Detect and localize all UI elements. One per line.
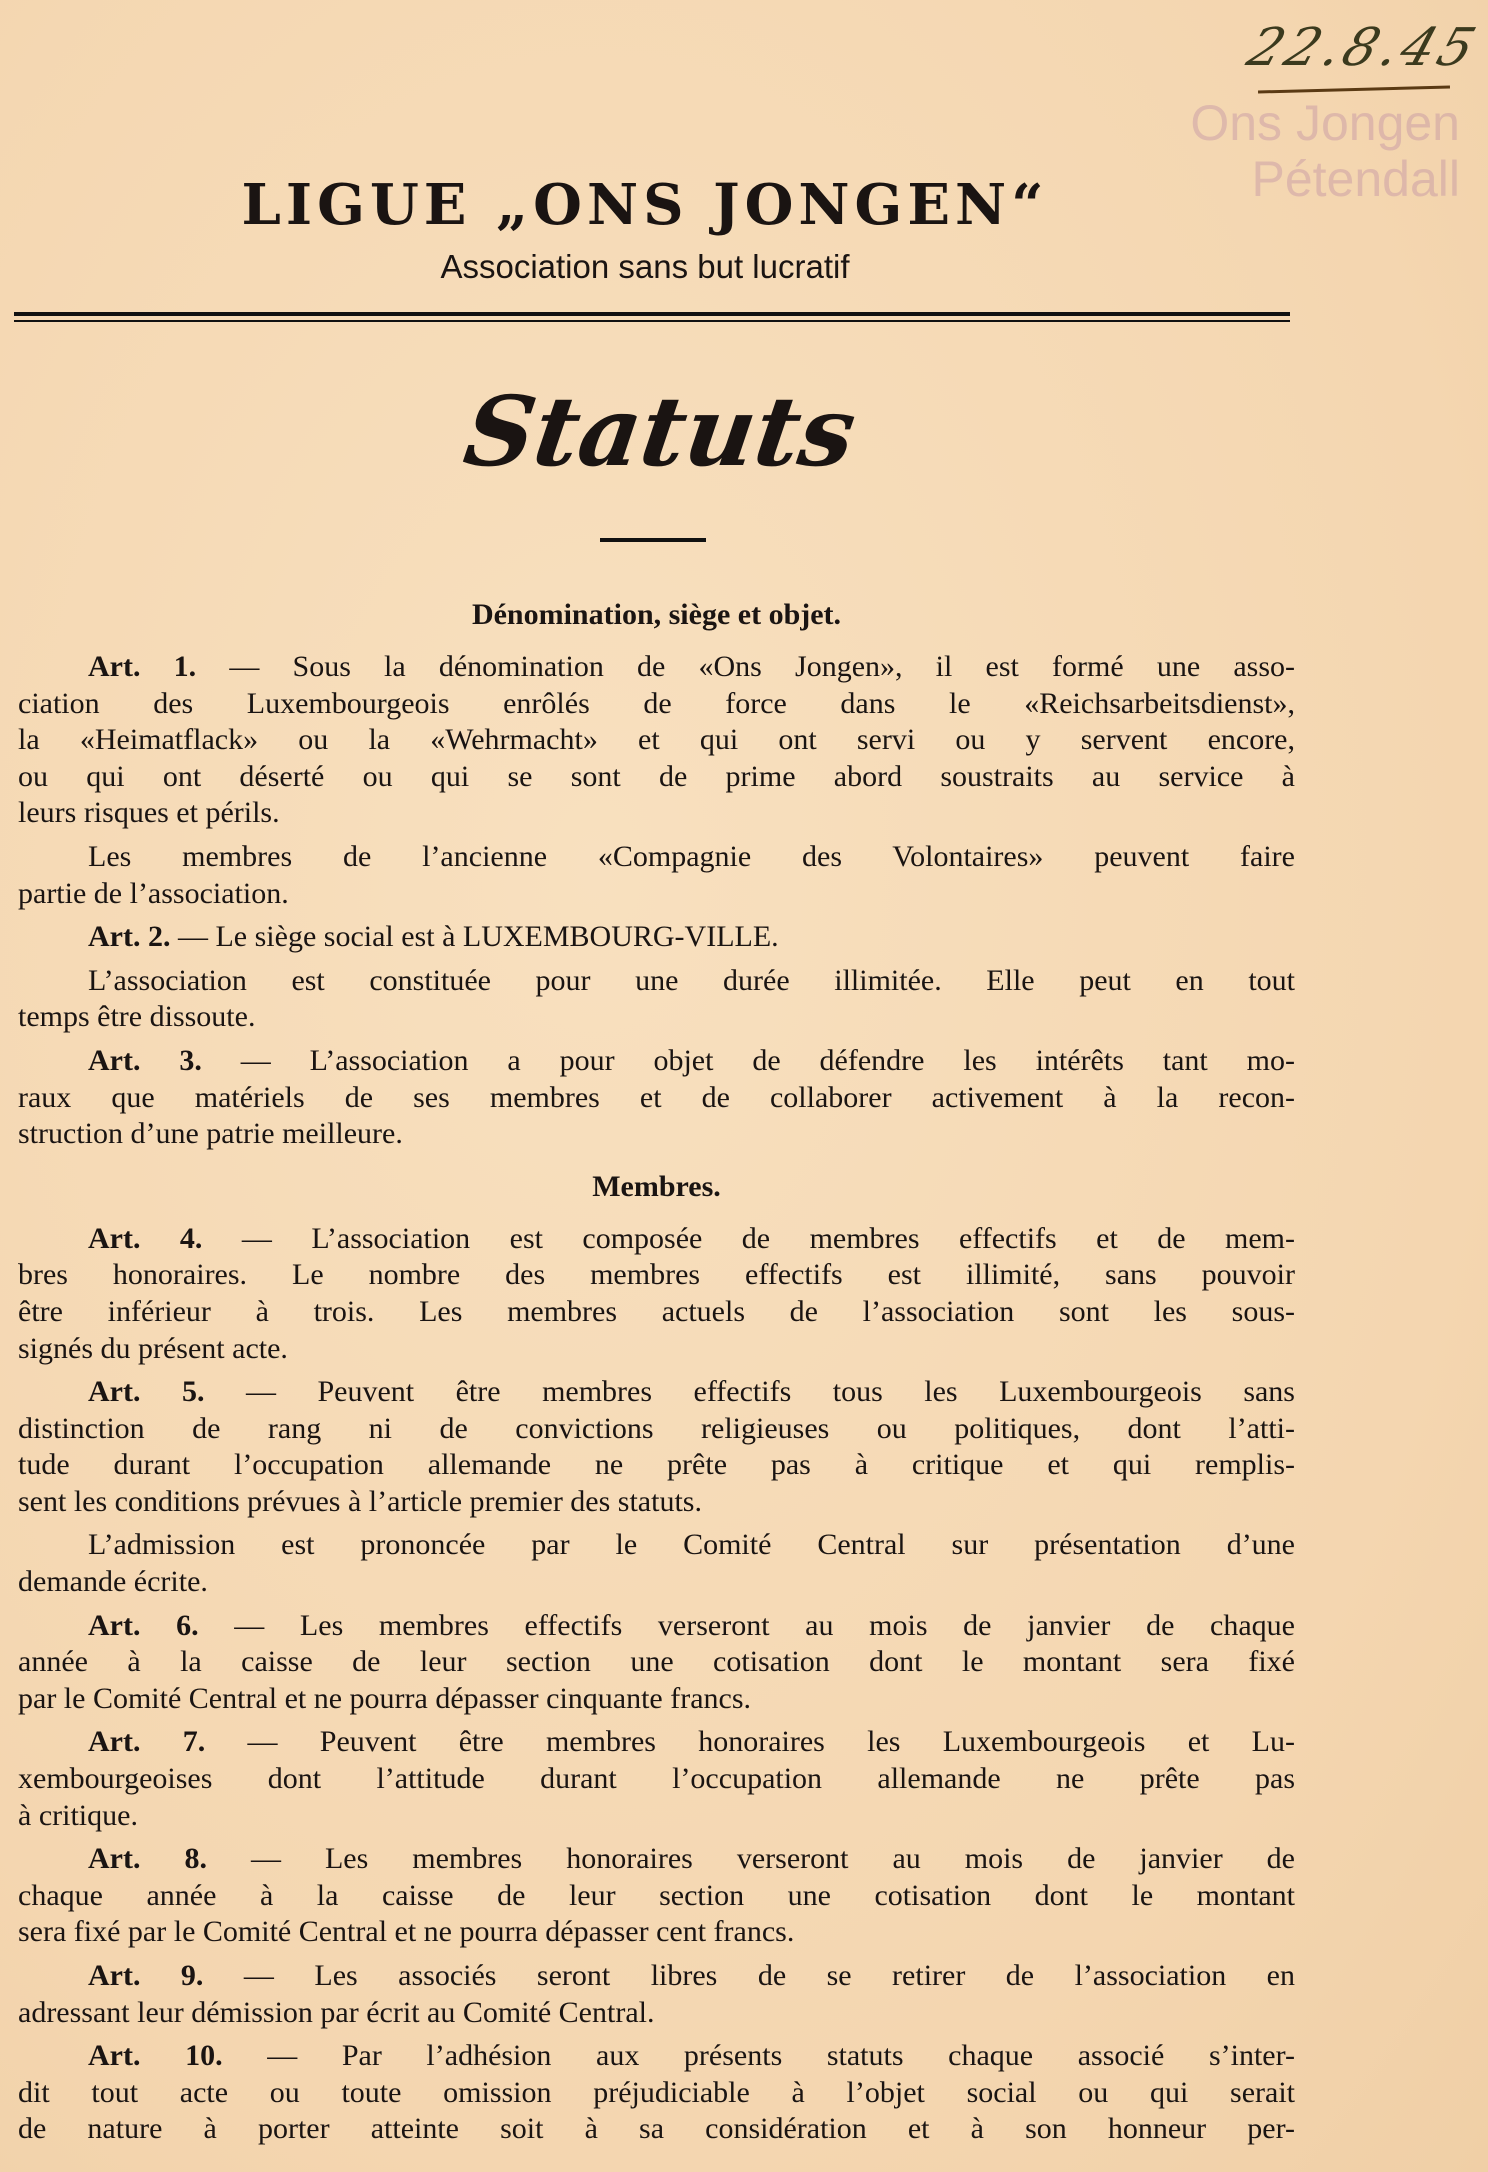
line-text: L’association est constituée pour une durée illimitée. Elle peut en tout	[88, 963, 1295, 997]
article-paragraph	[18, 1043, 1295, 1153]
text-line	[18, 1958, 1295, 1995]
stamp-line: Pétendall	[1251, 151, 1460, 207]
line-text: — Par l’adhésion aux présents statuts chaque associé s’inter-	[267, 2039, 1295, 2073]
line-text: bres honoraires. Le nombre des membres effectifs est illimité, sans pouvoir	[18, 1258, 1295, 1292]
line-text: — Peuvent être membres honoraires les Luxembourgeois et Lu-	[247, 1725, 1295, 1759]
line-text: — Les associés seront libres de se retirer de l’association en	[243, 1959, 1295, 1992]
line-text: à critique.	[18, 1798, 138, 1832]
line-text: être inférieur à trois. Les membres actuels de l’association sont les sous-	[18, 1294, 1295, 1328]
text-line	[18, 1841, 1295, 1878]
article-paragraph	[18, 919, 1295, 956]
line-text: — Les membres honoraires verseront au mois de janvier de	[250, 1842, 1295, 1876]
text-line	[18, 1995, 1295, 2032]
article-number: Art. 2.	[88, 920, 178, 954]
line-text: la «Heimatflack» ou la «Wehrmacht» et qui ont servi ou y servent encore,	[18, 723, 1295, 757]
text-line	[18, 1761, 1295, 1798]
article-number: Art. 6.	[88, 1608, 235, 1642]
line-text: tude durant l’occupation allemande ne prête pas à critique et qui remplis-	[18, 1448, 1295, 1482]
line-text: L’admission est prononcée par le Comité Central sur présentation d’une	[88, 1528, 1295, 1562]
line-text: struction d’une patrie meilleure.	[18, 1117, 403, 1151]
text-line	[18, 1878, 1295, 1915]
text-line	[18, 919, 1295, 956]
line-text: dit tout acte ou toute omission préjudiciable à l’objet social ou qui serait	[18, 2075, 1295, 2109]
text-line	[18, 2111, 1295, 2148]
text-line	[18, 1257, 1295, 1294]
article-paragraph	[18, 649, 1295, 832]
line-text: signés du présent acte.	[18, 1331, 288, 1365]
article-number: Art. 5.	[88, 1375, 246, 1409]
article-paragraph	[18, 1724, 1295, 1834]
line-text: par le Comité Central et ne pourra dépasser cinquante francs.	[18, 1681, 752, 1715]
text-line	[18, 1043, 1295, 1080]
line-text: leurs risques et périls.	[18, 796, 280, 830]
line-text: raux que matériels de ses membres et de collaborer activement à la recon-	[18, 1080, 1295, 1114]
line-text: — Peuvent être membres effectifs tous les Luxembourgeois sans	[245, 1375, 1295, 1409]
text-line	[18, 795, 1295, 832]
text-line	[18, 686, 1295, 723]
text-line	[18, 963, 1295, 1000]
text-line	[18, 1411, 1295, 1448]
article-paragraph	[18, 1958, 1295, 2031]
line-text: sera fixé par le Comité Central et ne pourra dépasser cent francs.	[18, 1915, 795, 1949]
article-number: Art. 7.	[88, 1725, 248, 1759]
text-line	[18, 876, 1295, 913]
text-line	[18, 759, 1295, 796]
title-divider	[600, 538, 706, 542]
line-text: chaque année à la caisse de leur section une cotisation dont le montant	[18, 1878, 1295, 1912]
text-line	[18, 722, 1295, 759]
line-text: distinction de rang ni de convictions religieuses ou politiques, dont l’atti-	[18, 1411, 1295, 1445]
line-text: de nature à porter atteinte soit à sa considération et à son honneur per-	[18, 2112, 1295, 2146]
article-paragraph	[18, 1221, 1295, 1367]
text-line	[18, 1080, 1295, 1117]
line-text: — Les membres effectifs verseront au mois de janvier de chaque	[234, 1608, 1295, 1642]
line-text: — L’association est composée de membres effectifs et de mem-	[241, 1221, 1295, 1255]
line-text: demande écrite.	[18, 1565, 208, 1599]
line-text: sent les conditions prévues à l’article premier des statuts.	[18, 1484, 702, 1518]
document-body	[18, 595, 1295, 2155]
handwritten-date: 22.8.45	[1240, 18, 1487, 78]
text-line	[18, 1564, 1295, 1601]
article-paragraph	[18, 1608, 1295, 1718]
line-text: xembourgeoises dont l’attitude durant l’occupation allemande ne prête pas	[18, 1762, 1295, 1796]
text-line	[18, 1116, 1295, 1153]
text-line	[18, 1914, 1295, 1951]
article-number: Art. 8.	[88, 1842, 251, 1876]
text-line	[18, 1608, 1295, 1645]
text-line	[18, 1724, 1295, 1761]
line-text: adressant leur démission par écrit au Comité Central.	[18, 1995, 655, 2029]
line-text: Les membres de l’ancienne «Compagnie des Volontaires» peuvent faire	[88, 839, 1295, 873]
league-subtitle: Association sans but lucratif	[440, 248, 850, 285]
text-line	[18, 2038, 1295, 2075]
text-line	[18, 1447, 1295, 1484]
text-line	[18, 649, 1295, 686]
line-text: année à la caisse de leur section une cotisation dont le montant sera fixé	[18, 1645, 1295, 1679]
section-heading: Dénomination, siège et objet.	[471, 598, 842, 631]
line-text: ou qui ont déserté ou qui se sont de prime abord soustraits au service à	[18, 759, 1295, 793]
article-number: Art. 4.	[88, 1221, 242, 1255]
article-number: Art. 1.	[88, 650, 230, 683]
article-number: Art. 3.	[88, 1043, 241, 1077]
text-line	[18, 1798, 1295, 1835]
league-title: LIGUE „ONS JONGEN“	[241, 172, 1049, 238]
line-text: ciation des Luxembourgeois enrôlés de force dans le «Reichsarbeitsdienst»,	[18, 686, 1295, 720]
stamp-line: Ons Jongen	[1190, 95, 1460, 151]
text-line	[18, 1644, 1295, 1681]
text-line	[18, 999, 1295, 1036]
article-number: Art. 9.	[88, 1959, 244, 1992]
section-heading: Membres.	[592, 1169, 721, 1203]
line-text: partie de l’association.	[18, 876, 289, 910]
text-line	[18, 2075, 1295, 2112]
header-rule-thin	[14, 320, 1290, 322]
text-line	[18, 1221, 1295, 1258]
line-text: — Sous la dénomination de «Ons Jongen», il est formé une asso-	[229, 650, 1295, 683]
text-line	[18, 1294, 1295, 1331]
article-number: Art. 10.	[88, 2039, 268, 2073]
article-paragraph	[18, 1374, 1295, 1520]
article-paragraph	[18, 1841, 1295, 1951]
text-line	[18, 1681, 1295, 1718]
text-line	[18, 1527, 1295, 1564]
text-line	[18, 1484, 1295, 1521]
document-title: Statuts	[457, 375, 863, 488]
header-rule-thick	[14, 312, 1290, 316]
text-line	[18, 1331, 1295, 1368]
article-paragraph	[18, 2038, 1295, 2148]
line-text: — Le siège social est à LUXEMBOURG-VILLE.	[177, 920, 779, 954]
line-text: — L’association a pour objet de défendre les intérêts tant mo-	[240, 1043, 1295, 1077]
line-text: temps être dissoute.	[18, 1000, 256, 1034]
text-line	[18, 839, 1295, 876]
text-line	[18, 1374, 1295, 1411]
paragraph	[18, 839, 1295, 912]
paragraph	[18, 1527, 1295, 1600]
paragraph	[18, 963, 1295, 1036]
